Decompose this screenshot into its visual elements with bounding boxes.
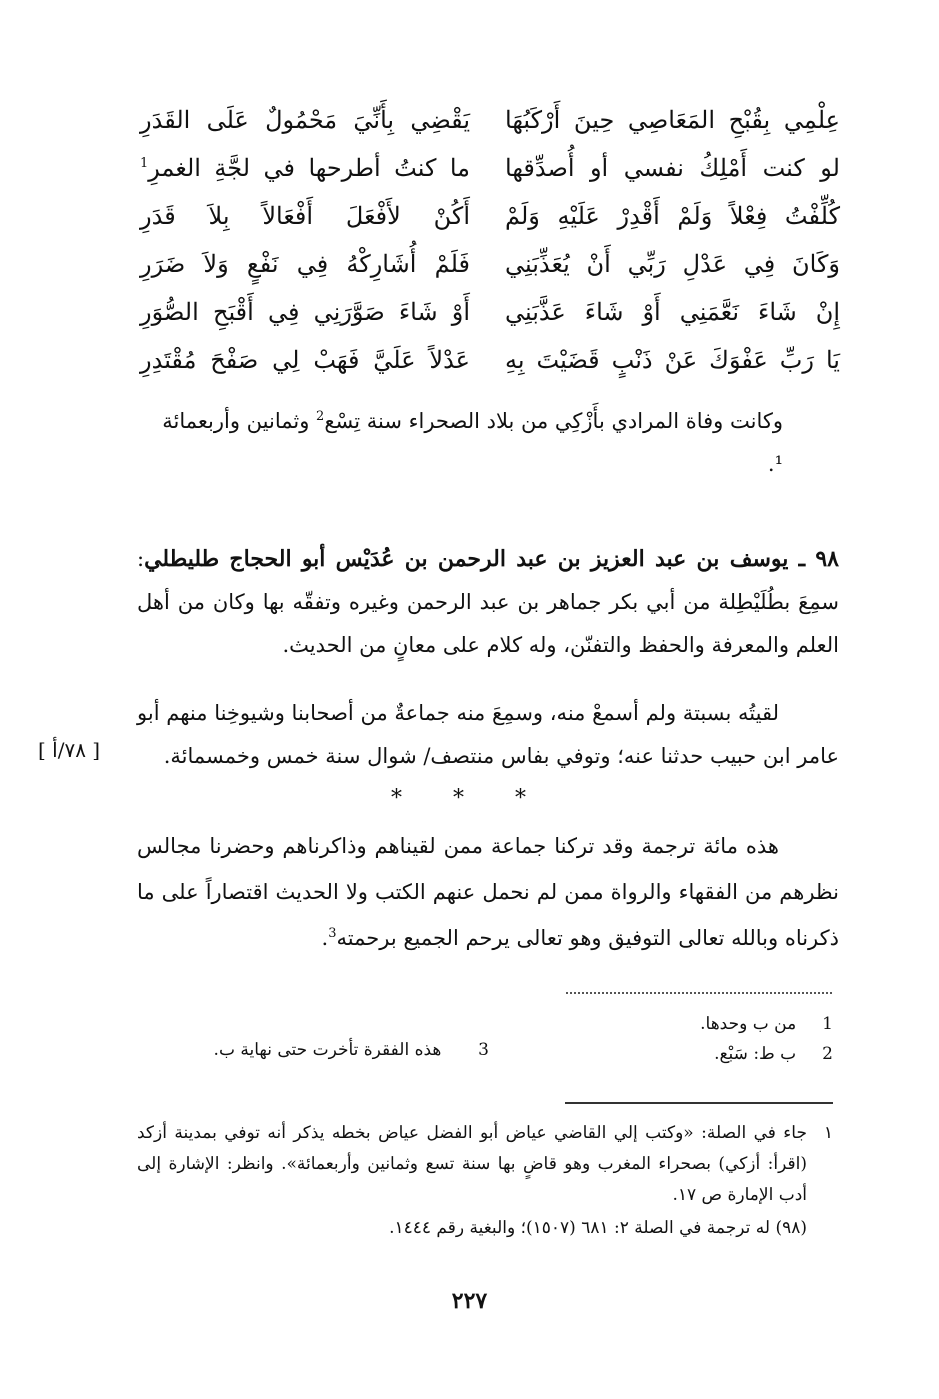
entry-heading: ٩٨ ـ يوسف بن عبد العزيز بن عبد الرحمن بن عُدَيْس أبو الحجاج طليطلي xyxy=(144,546,839,572)
verse-first-hemistich: إِنْ شَاءَ نَعَّمَنِي أَوْ شَاءَ عَذَّبَنِي xyxy=(505,298,840,326)
verse-4 xyxy=(120,244,840,292)
verse-first-hemistich: كُلِّفْتُ فِعْلاً وَلَمْ أَقْدِرْ عَلَيْهِ وَلَمْ xyxy=(505,202,840,230)
death-note: وكانت وفاة المرادي بأَزْكِي من بلاد الصحراء سنة تِسْع$^2$ وثمانين وأربعمائة ¹. xyxy=(162,409,783,476)
footnote-ref: 3 xyxy=(328,926,337,941)
biography-entry-98 xyxy=(137,538,839,667)
section-divider-stars: * * * xyxy=(391,786,548,811)
entry-text: : سمِعَ بطُلَيْطِلة من أبي بكر جماهر بن عبد الرحمن وغيره وتفقّه بها وكان من أهل العلم والمعرفة والحفظ والتفنّن، وله كلام على معانٍ من الحديث. xyxy=(137,547,839,657)
verse-first-hemistich: لو كنت أَمْلِكُ نفسي أو أُصدِّقها xyxy=(505,154,840,182)
verse-second-hemistich: عَدْلاً عَلَيَّ فَهَبْ لِي صَفْحَ مُقْتَدِرِ xyxy=(140,346,470,374)
manuscript-folio-ref: [ ٧٨/أ ] xyxy=(38,738,101,762)
verse-3 xyxy=(120,196,840,244)
verse-5 xyxy=(120,292,840,340)
footnote-ref: 2 xyxy=(316,409,325,424)
closing-paragraph: هذه مائة ترجمة وقد تركنا جماعة ممن لقيناهم وذاكرناهم وحضرنا مجالس نظرهم من الفقهاء والرواة ممن لم نحمل عنهم الكتب ولا الحديث اقتصاراً على ما ذكرناه وبالله تعالى التوفيق وهو تعالى يرحم الجميع برحمته$^3$. xyxy=(137,834,839,950)
verse-second-hemistich: فَلَمْ أُشَارِكْهُ فِي نَفْعٍ وَلاَ ضَرَرِ xyxy=(140,250,470,278)
verse-second-hemistich: ما كنتُ أطرحها في لجَّةِ الغمرِ$^1$ xyxy=(140,154,470,182)
footnote: ١ جاء في الصلة: «وكتب إلي القاضي عياض أبو الفضل عياض بخطه يذكر أنه توفي بمدينة أزكد (اقرأ: أزكي) بصحراء المغرب وهو قاضٍ بها سنة تسع وثمانين وأربعمائة». وانظر: الإشارة إلى أدب الإمارة ص ١٧. xyxy=(137,1123,833,1205)
footnote-ref: 1 xyxy=(140,156,149,171)
variant-notes-divider xyxy=(566,992,832,994)
verse-first-hemistich: وَكَانَ فِي عَدْلِ رَبِّي أَنْ يُعَذِّبَنِي xyxy=(505,250,840,278)
variant-note: 2 ب ط: سَبْع. xyxy=(714,1044,833,1064)
verse-6 xyxy=(120,340,840,388)
entry-paragraph: لقيتُه بسبتة ولم أسمعْ منه، وسمِعَ منه جماعةٌ من أصحابنا وشيوخِنا منهم أبو عامر ابن حبيب حدثنا عنه؛ وتوفي بفاس منتصف/ شوال سنة خمس وخمسمائة. xyxy=(137,701,839,768)
variant-note: 1 من ب وحدها. xyxy=(700,1014,833,1034)
verse-first-hemistich: يَا رَبِّ عَفْوَكَ عَنْ ذَنْبٍ قَضَيْتَ بِهِ xyxy=(505,346,840,374)
footnotes xyxy=(137,1118,833,1244)
page-number: ٢٢٧ xyxy=(451,1288,488,1314)
poem xyxy=(120,100,840,388)
verse-2 xyxy=(120,148,840,196)
verse-second-hemistich: أَكُنْ لأَفْعَلَ أَفْعَالاً بِلاَ قَدَرِ xyxy=(140,202,470,230)
footnotes-divider xyxy=(565,1102,833,1104)
verse-second-hemistich: أَوْ شَاءَ صَوَّرَنِي فِي أَقْبَحِ الصُّوَرِ xyxy=(140,298,470,326)
verse-1 xyxy=(120,100,840,148)
verse-second-hemistich: يَقْضِي بِأَنِّيَ مَحْمُولٌ عَلَى القَدَرِ xyxy=(140,106,470,134)
footnote: (٩٨) له ترجمة في الصلة ٢: ٦٨١ (١٥٠٧)؛ والبغية رقم ١٤٤٤. xyxy=(389,1218,807,1238)
variant-note: 3 هذه الفقرة تأخرت حتى نهاية ب. xyxy=(213,1040,489,1060)
verse-first-hemistich: عِلْمِي بِقُبْحِ المَعَاصِي حِينَ أَرْكَبُهَا xyxy=(505,106,840,134)
